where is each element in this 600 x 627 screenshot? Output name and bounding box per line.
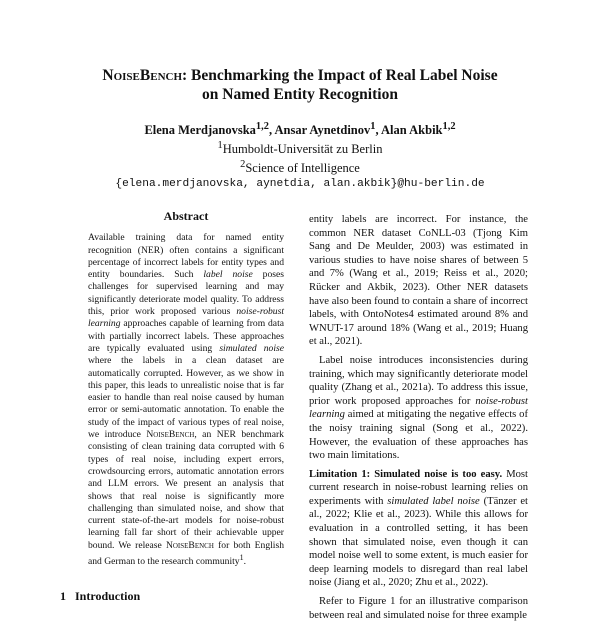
footnote-marker: 1 (239, 553, 244, 563)
section-heading-introduction (60, 589, 140, 604)
author-separator: , (268, 123, 275, 138)
body-paragraph-1: entity labels are incorrect. For instance, the common NER dataset CoNLL-03 (Tjong Kim Sang and De Meulder, 2003) was estimated in various studies to have noise shares of between 5 and 7% (Wang et al., 2019; Reiss et al., 2020; Rücker and Akbik, 2023). Other NER datasets have also been found to contain a share of incorrect labels, with OntoNotes4 estimated around 8% and WNUT-17 around 18% (Wang et al., 2019; Huang et al., 2021). (309, 214, 528, 348)
section-title: Introduction (75, 589, 141, 603)
author-block (60, 119, 540, 192)
affiliation-2: $^2$Science of Intelligence (240, 159, 360, 176)
author-1-affil: 1,2 (255, 121, 269, 132)
author-1: Elena Merdjanovska (144, 123, 256, 138)
limitation-1-heading: Limitation 1: Simulated noise is too easy. (309, 468, 503, 480)
abstract-heading: Abstract (163, 209, 209, 223)
body-paragraph-3: Limitation 1: Simulated noise is too easy. Most current research in noise-robust learning relies on experiments with simulated label noise (Tänzer et al., 2022; Klie et al., 2023). While this allows for evaluation in a controlled setting, it has been shown that simulated noise, even though it can model noise well to some extent, is much easier for deep learning models to disregard than real label noise (Jiang et al., 2020; Zhu et al., 2022). (309, 468, 528, 589)
paper-title (60, 66, 540, 104)
body-paragraph-4: Refer to Figure 1 for an illustrative comparison between real and simulated noise for three example (309, 596, 528, 621)
author-names (60, 119, 540, 138)
benchmark-name: NoiseBench (102, 67, 183, 84)
author-3-affil: 1,2 (442, 121, 456, 132)
title-line-1: : Benchmarking the Impact of Real Label Noise (182, 67, 498, 84)
author-emails: {elena.merdjanovska, aynetdia, alan.akbik}@hu-berlin.de (115, 178, 485, 191)
title-line-2: on Named Entity Recognition (202, 86, 398, 103)
body-column (309, 213, 528, 627)
body-paragraph-2: Label noise introduces inconsistencies during training, which may significantly deteriorate model quality (Zhang et al., 2021a). To address this issue, prior work proposed approaches for noise-robust learning aimed at mitigating the negative effects of the noisy training signal (Song et al., 2022). However, the evaluation of these approaches has two main limitations. (309, 354, 528, 462)
author-separator: , (375, 123, 382, 138)
affiliation-1: $^1$Humboldt-Universität zu Berlin (217, 140, 383, 157)
abstract-column (88, 210, 284, 569)
author-3: Alan Akbik (381, 123, 443, 138)
section-number: 1 (60, 589, 66, 603)
author-2: Ansar Aynetdinov (274, 123, 371, 138)
abstract-text: Available training data for named entity recognition (NER) often contains a significant percentage of incorrect labels for entity types and entity boundaries. Such label noise poses challenges for supervised learning and may significantly deteriorate model quality. To address this, prior work proposed various noise-robust learning approaches capable of learning from data with partially incorrect labels. These approaches are typically evaluated using simulated noise where the labels in a clean dataset are automatically corrupted. However, as we show in this paper, this leads to unrealistic noise that is far easier to handle than real noise caused by human error or semi-automatic annotation. To enable the study of the impact of various types of real noise, we introduce NoiseBench, an NER benchmark consisting of clean training data corrupted with 6 types of real noise, including expert errors, crowdsourcing errors, automatic annotation errors and LLM errors. We present an analysis that shows that real noise is significantly more challenging than simulated noise, and show that current state-of-the-art models for noise-robust learning fall far short of their achievable upper bound. We release NoiseBench for both English and German to the research community$^1$. (88, 232, 284, 568)
author-2-affil: 1 (370, 121, 376, 132)
